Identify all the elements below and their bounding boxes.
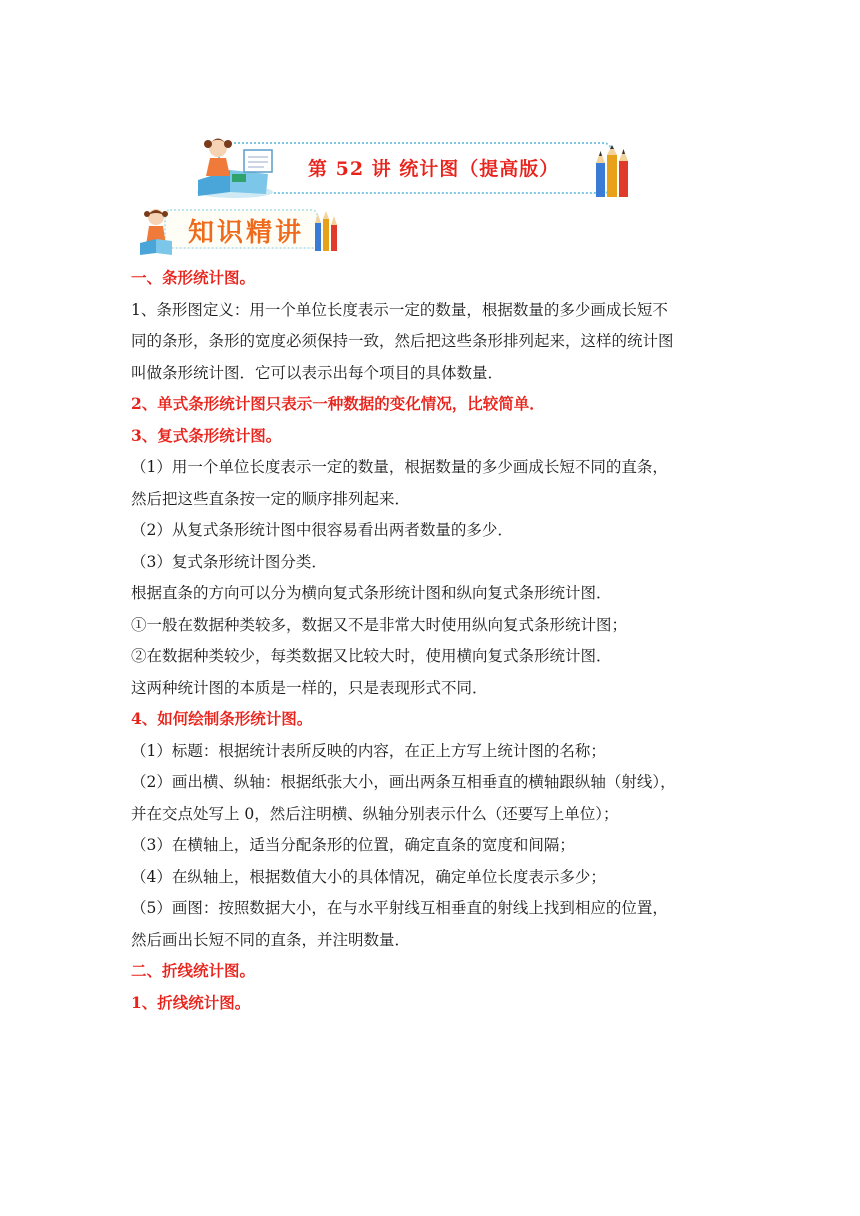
small-pencils-icon — [312, 211, 338, 253]
paragraph-line: 然后画出长短不同的直条，并注明数量． — [131, 930, 411, 949]
paragraph-line: ②在数据种类较少，每类数据又比较大时，使用横向复式条形统计图． — [131, 647, 612, 665]
lesson-title-banner — [190, 130, 640, 200]
section-heading-bar-chart: 一、条形统计图。 — [131, 268, 256, 287]
knowledge-section-badge — [136, 203, 338, 255]
paragraph-line: （2）从复式条形统计图中很容易看出两者数量的多少． — [131, 521, 513, 539]
lesson-title: 第 52 讲 统计图（提高版） — [308, 158, 560, 180]
subheading-line: 3、复式条形统计图。 — [131, 425, 282, 445]
reading-girl-icon — [190, 130, 280, 200]
paragraph-line: （3）在横轴上，适当分配条形的位置，确定直条的宽度和间隔； — [131, 836, 575, 854]
paragraph-line: 1、条形图定义：用一个单位长度表示一定的数量，根据数量的多少画成长短不 — [131, 300, 668, 319]
subheading-line: 1、折线统计图。 — [131, 992, 251, 1012]
section-badge-label: 知识精讲 — [188, 218, 305, 248]
paragraph-line: （3）复式条形统计图分类． — [131, 552, 327, 571]
paragraph-line: ①一般在数据种类较多，数据又不是非常大时使用纵向复式条形统计图； — [131, 615, 628, 634]
paragraph-line: 然后把这些直条按一定的顺序排列起来． — [131, 489, 411, 508]
paragraph-line: 同的条形，条形的宽度必须保持一致，然后把这些条形排列起来，这样的统计图 — [131, 332, 674, 350]
small-girl-icon — [136, 205, 176, 255]
pencils-icon — [590, 145, 635, 200]
paragraph-line: （2）画出横、纵轴：根据纸张大小，画出两条互相垂直的横轴跟纵轴（射线）， — [131, 773, 676, 791]
paragraph-line: 并在交点处写上 0，然后注明横、纵轴分别表示什么（还要写上单位）； — [131, 804, 619, 823]
paragraph-line: 根据直条的方向可以分为横向复式条形统计图和纵向复式条形统计图． — [131, 584, 612, 602]
paragraph-line: 这两种统计图的本质是一样的，只是表现形式不同． — [131, 678, 488, 697]
paragraph-line: （5）画图：按照数据大小，在与水平射线互相垂直的射线上找到相应的位置， — [131, 899, 668, 917]
subheading-line: 4、如何绘制条形统计图。 — [131, 709, 313, 728]
paragraph-line: （4）在纵轴上，根据数值大小的具体情况，确定单位长度表示多少； — [131, 867, 606, 886]
section-heading-line-chart: 二、折线统计图。 — [131, 961, 256, 980]
paragraph-line: （1）用一个单位长度表示一定的数量，根据数量的多少画成长短不同的直条， — [131, 458, 668, 476]
paragraph-line: （1）标题：根据统计表所反映的内容，在正上方写上统计图的名称； — [131, 741, 606, 760]
lesson-body — [131, 268, 741, 1013]
paragraph-line: 叫做条形统计图．它可以表示出每个项目的具体数量． — [131, 363, 504, 382]
subheading-line: 2、单式条形统计图只表示一种数据的变化情况，比较简单． — [131, 394, 545, 413]
